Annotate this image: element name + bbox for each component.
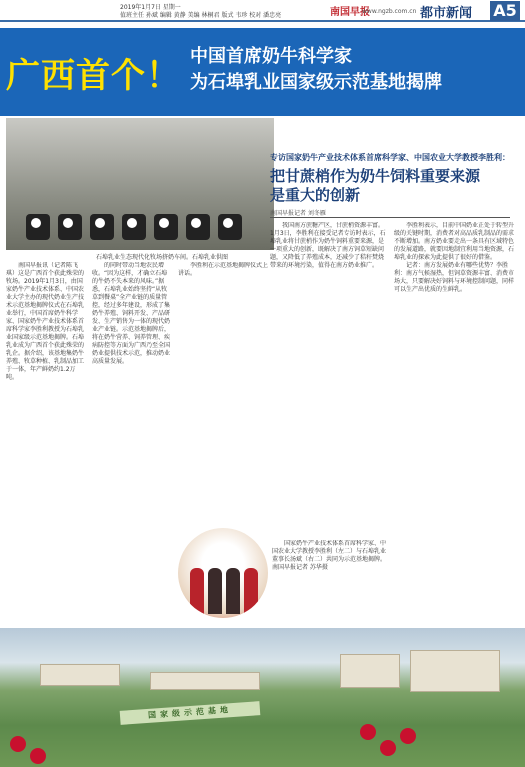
article-column-2: 的同时带动当地农民增收。“因为这样，才确立石埠的牛奶不失本来的风味。”据悉，石埠乳业始终坚持“从牧草到餐桌”全产业链的质量管控，经过多年建设，形成了集奶牛养殖、饲料开发、产品研发、生产销售为一体的现代奶业产业链。示范基地揭牌后，将在奶牛营养、饲养管理、疾病防控等方面为广西乃至全国奶业提供技术示范，推动奶业高质量发展。 (92, 262, 171, 365)
farm-building (410, 650, 500, 692)
person-figure (190, 568, 204, 614)
person-figure (208, 568, 222, 614)
cow-figure (154, 214, 178, 240)
base-sign: 国家级示范基地 (120, 701, 261, 725)
subarticle-byline: 南国早报记者 刘冬雁 (270, 210, 326, 217)
headline-line-2: 为石埠乳业国家级示范基地揭牌 (190, 72, 442, 93)
unveiling-ceremony-photo (178, 528, 268, 618)
farm-building (340, 654, 400, 688)
subarticle-title-line-1: 把甘蔗梢作为奶牛饲料重要来源 (270, 167, 481, 185)
farm-building (150, 672, 260, 690)
subarticle-title-line-2: 是重大的创新 (270, 186, 361, 204)
site-url[interactable]: www.ngzb.com.cn (362, 8, 417, 15)
issue-date: 2019年1月7日 星期一 (120, 4, 181, 11)
article-column-3: 李胜利在示范基地揭牌仪式上讲话。 (178, 262, 268, 277)
flower-decoration (360, 724, 376, 740)
page-number-badge: A5 (490, 1, 520, 21)
divider (270, 217, 510, 218)
section-title: 都市新闻 (420, 6, 473, 21)
newspaper-logo: 南国早报 (330, 7, 370, 18)
headline-line-1: 中国首席奶牛科学家 (190, 46, 352, 67)
milking-parlor-photo (6, 118, 274, 250)
cow-figure (186, 214, 210, 240)
subarticle-kicker: 专访国家奶牛产业技术体系首席科学家、中国农业大学教授李胜利： (270, 153, 510, 162)
article-column-1: 南国早报讯（记者陈飞琪）这是广西首个获此殊荣的牧场。2019年1月3日，由国家奶牛产业技术体系、中国农业大学主办的现代奶业生产技术示范基地揭牌仪式在石埠乳业举行，中国首席奶牛科学家、国家奶牛产业技术体系首席科学家李胜利教授为石埠乳业国家级示范基地揭牌。石埠乳业成为广西首个获此殊荣的乳企。据介绍，该基地集奶牛养殖、牧草种植、乳制品加工于一体，年产鲜奶约1.2万吨。 (6, 262, 85, 381)
cow-figure (58, 214, 82, 240)
cow-figure (90, 214, 114, 240)
flower-decoration (380, 740, 396, 756)
cow-figure (122, 214, 146, 240)
person-figure (226, 568, 240, 614)
headline-badge: 广西首个！ (6, 56, 181, 96)
farm-building (40, 664, 120, 686)
cow-photo-caption: 石埠乳业生态现代化牧场挤奶车间。石埠乳业供图 (96, 254, 229, 261)
masthead (0, 0, 525, 22)
dairy-base-aerial-photo (0, 628, 525, 767)
flower-decoration (30, 748, 46, 764)
article-column-4: 我国南方蔗糖产区，甘蔗梢资源丰富。1月3日，李胜利在接受记者专访时表示，石埠乳业将甘蔗梢作为奶牛饲料重要来源，是一项重大的创新，既解决了南方饲草短缺问题，又降低了养殖成本，还减少了秸秆焚烧带来的环境污染，值得在南方奶业推广。 (270, 222, 386, 269)
article-column-5: 李胜利表示，目前中国奶业正处于转型升级的关键时期，消费者对高品质乳制品的需求不断增加。南方奶业要走出一条具有区域特色的发展道路，就要因地制宜利用当地资源，石埠乳业的探索为此提供了很好的借鉴。 记者：南方发展奶业有哪些优势？李胜利：南方气候湿热，但饲草资源丰富、消费市场大，只要解决好饲料与环境控制问题，同样可以生产出优质的生鲜乳。 (394, 222, 514, 293)
editor-credits: 值班主任 孙斌 编辑 黄静 美编 林桐君 版式 韦珍 校对 潘忠亮 (120, 12, 282, 19)
flower-decoration (10, 736, 26, 752)
cow-figure (218, 214, 242, 240)
people-photo-caption: 国家奶牛产业技术体系首席科学家、中国农业大学教授李胜利（左二）与石埠乳业董事长汤斌（右二）共同为示范基地揭牌。南国早报记者 苏华摄 (272, 540, 387, 571)
flower-decoration (400, 728, 416, 744)
cow-figure (26, 214, 50, 240)
person-figure (244, 568, 258, 614)
